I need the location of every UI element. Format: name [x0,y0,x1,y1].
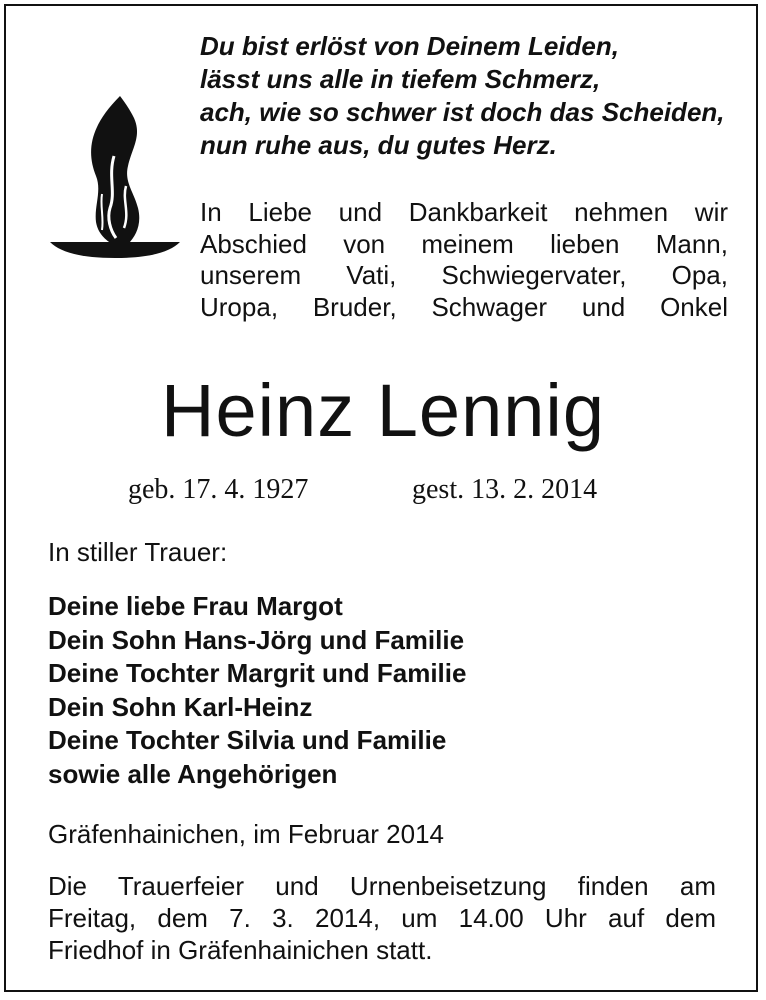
intro-line: In Liebe und Dankbarkeit nehmen wir [200,197,728,227]
ceremony-line: Friedhof in Gräfenhainichen statt. [48,935,433,965]
birth-date: geb. 17. 4. 1927 [128,474,309,505]
poem [200,30,740,162]
ceremony-line: Freitag, dem 7. 3. 2014, um 14.00 Uhr auf dem [48,903,716,933]
intro-line: Uropa, Bruder, Schwager und Onkel [200,291,728,322]
mourner: Dein Sohn Hans-Jörg und Familie [48,624,465,655]
intro-line: Abschied von meinem lieben Mann, [200,228,728,259]
mourner: Deine Tochter Margrit und Familie [48,658,467,689]
mourning-label: In stiller Trauer: [48,537,228,567]
place-date: Gräfenhainichen, im Februar 2014 [48,819,445,849]
mourner: Deine Tochter Silvia und Familie [48,725,447,756]
poem-line: lässt uns alle in tiefem Schmerz, [200,64,601,94]
intro-line: unserem Vati, Schwiegervater, Opa, [200,260,728,290]
mourner: sowie alle Angehörigen [48,758,338,789]
ceremony-text [48,870,716,966]
flame-bowl-icon [50,96,180,258]
intro-text [200,197,728,323]
poem-line: Du bist erlöst von Deinem Leiden, [200,31,619,61]
deceased-name: Heinz Lennig [161,369,605,452]
poem-line: ach, wie so schwer ist doch das Scheiden, [200,97,725,127]
ceremony-line: Die Trauerfeier und Urnenbeisetzung finden am [48,871,716,901]
mourners-list [48,590,466,792]
death-date: gest. 13. 2. 2014 [412,474,598,505]
mourner: Deine liebe Frau Margot [48,591,343,621]
poem-line: nun ruhe aus, du gutes Herz. [200,130,557,160]
mourner: Dein Sohn Karl-Heinz [48,691,313,722]
